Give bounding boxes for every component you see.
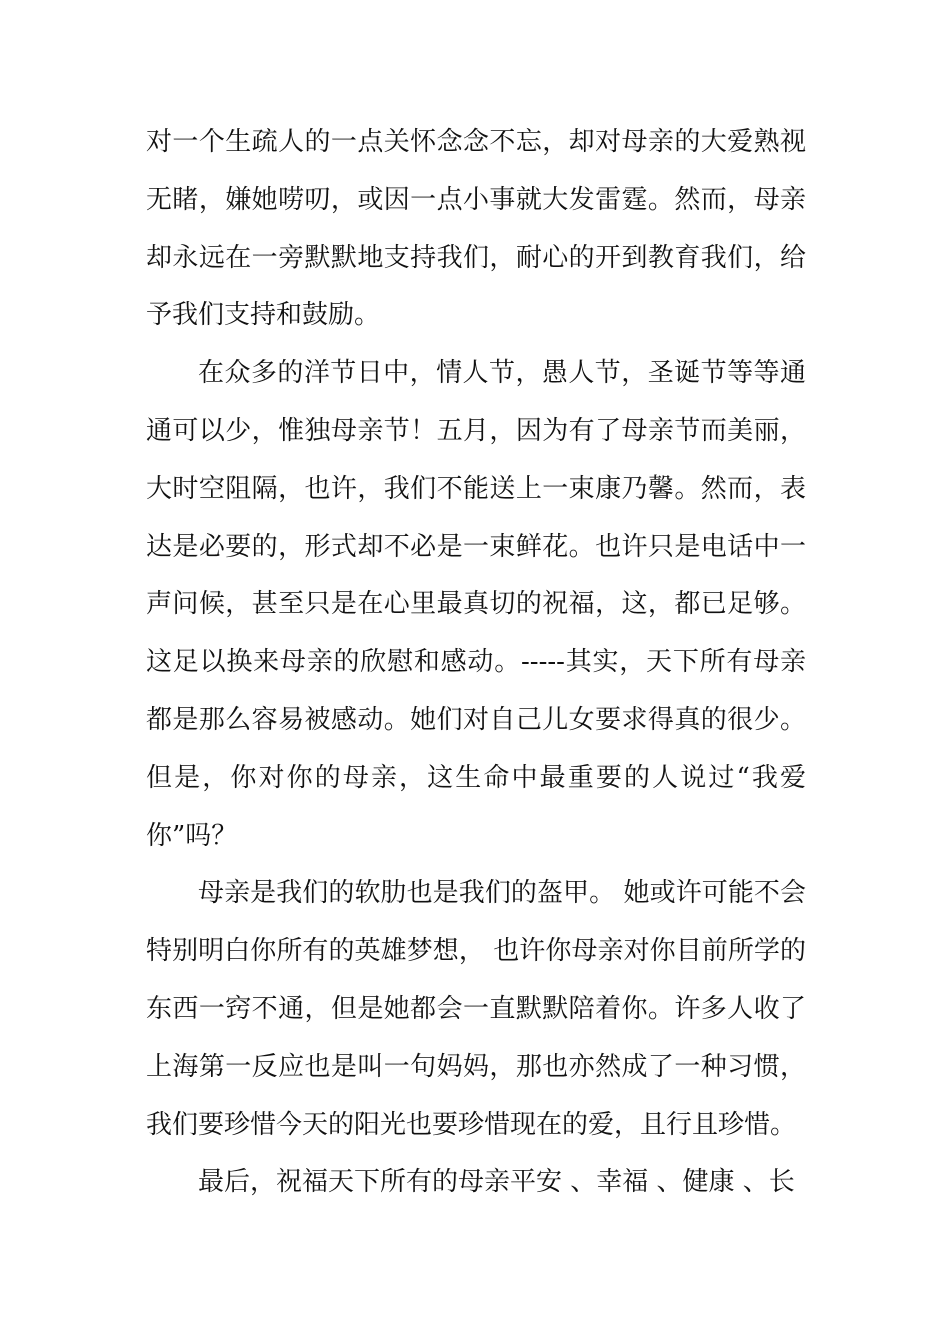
text-line: 你”吗？ (146, 820, 238, 851)
text-line: 最后，祝福天下所有的母亲平安 、幸福 、健康 、长 (198, 1167, 795, 1198)
text-line: 声问候，甚至只是在心里最真切的祝福，这，都已足够。 (146, 589, 806, 620)
text-line: 达是必要的，形式却不必是一束鲜花。也许只是电话中一 (146, 531, 806, 562)
text-line: 在众多的洋节日中，情人节，愚人节，圣诞节等等通 (198, 358, 806, 389)
text-line: 母亲是我们的软肋也是我们的盔甲。 她或许可能不会 (198, 878, 806, 909)
text-line: 上海第一反应也是叫一句妈妈，那也亦然成了一种习惯， (146, 1051, 806, 1082)
text-line: 却永远在一旁默默地支持我们，耐心的开到教育我们，给 (146, 242, 806, 273)
text-line: 但是，你对你的母亲，这生命中最重要的人说过“我爱 (146, 762, 806, 793)
text-line: 大时空阻隔，也许，我们不能送上一束康乃馨。然而，表 (146, 473, 806, 504)
text-line: 我们要珍惜今天的阳光也要珍惜现在的爱，且行且珍惜。 (146, 1109, 797, 1140)
text-line: 无睹，嫌她唠叨，或因一点小事就大发雷霆。然而，母亲 (146, 184, 806, 215)
text-line: 这足以换来母亲的欣慰和感动。-----其实，天下所有母亲 (146, 647, 806, 678)
text-line: 都是那么容易被感动。她们对自己儿女要求得真的很少。 (146, 704, 806, 735)
text-line: 特别明白你所有的英雄梦想， 也许你母亲对你目前所学的 (146, 936, 806, 967)
text-line: 予我们支持和鼓励。 (146, 300, 381, 331)
text-line: 通可以少，惟独母亲节！五月，因为有了母亲节而美丽， (146, 415, 806, 446)
text-line: 对一个生疏人的一点关怀念念不忘，却对母亲的大爱熟视 (146, 127, 806, 157)
text-line: 东西一窍不通，但是她都会一直默默陪着你。许多人收了 (146, 993, 806, 1024)
body-text (146, 118, 806, 1216)
